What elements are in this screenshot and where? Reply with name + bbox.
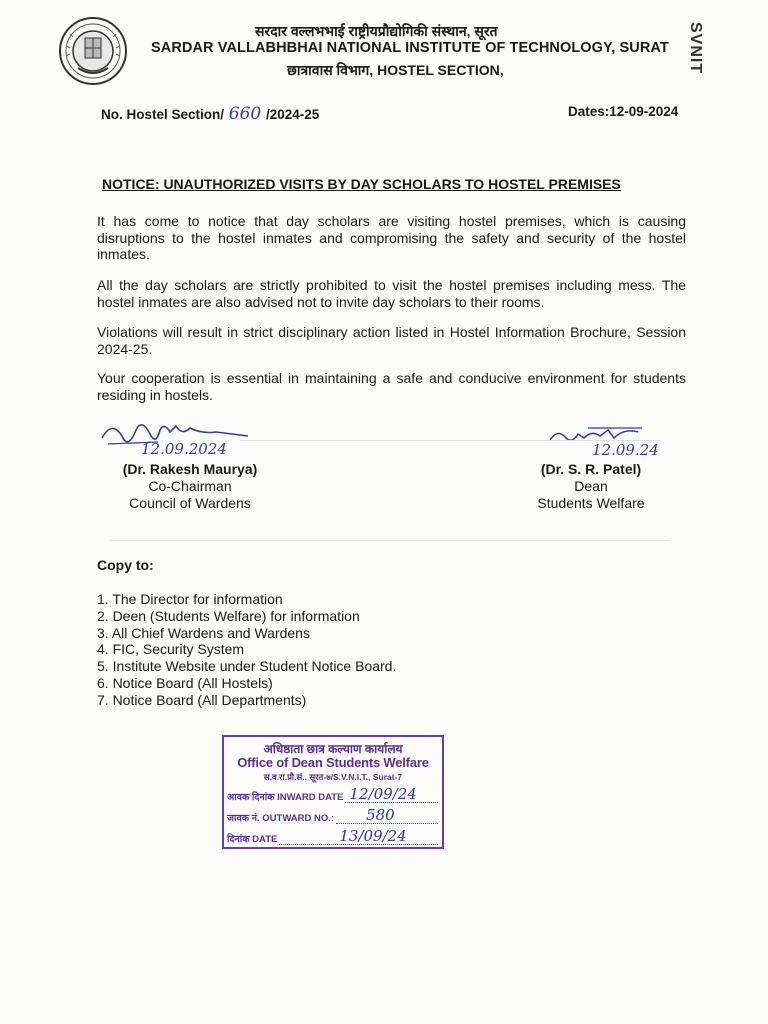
copy-to-heading: Copy to: [97, 557, 154, 573]
reference-number [101, 104, 319, 124]
stamp-inward-row [227, 785, 438, 803]
signatory-name: (Dr. S. R. Patel) [540, 461, 642, 477]
signatory-designation: Co-Chairman [148, 478, 232, 494]
stamp-outward-value: 580 [366, 806, 395, 824]
stamp-title: Office of Dean Students Welfare [237, 755, 429, 770]
stamp-date-label: दिनांक DATE [227, 834, 278, 845]
office-stamp [222, 735, 444, 849]
notice-paragraph: It has come to notice that day scholars are visiting hostel premises, which is causing disruptions to the hostel inmates and compromising the safety and security of the hostel inmates. [97, 213, 686, 262]
stamp-inward-value: 12/09/24 [349, 785, 417, 803]
copy-to-list [97, 591, 396, 709]
reference-suffix: /2024-25 [262, 107, 320, 122]
stamp-outward-row [227, 806, 438, 824]
stamp-hindi-title: अधिष्ठाता छात्र कल्याण कार्यालय [263, 742, 403, 756]
section-name: छात्रावास विभाग, HOSTEL SECTION, [287, 62, 504, 78]
notice-paragraph: Violations will result in strict disciplinary action listed in Hostel Information Brochure, Session 2024-25. [97, 324, 686, 357]
reference-prefix: No. Hostel Section/ [101, 107, 228, 122]
list-item: 5. Institute Website under Student Notice Board. [97, 658, 397, 675]
list-item: 1. The Director for information [97, 591, 283, 607]
stamp-outward-label: जावक नं. OUTWARD NO.: [227, 813, 335, 824]
handwritten-reference-number: 660 [228, 104, 262, 124]
stamp-address: स.व.रा.प्रौ.सं., सूरत-७/S.V.N.I.T., Surat-7 [263, 772, 403, 782]
list-item: 3. All Chief Wardens and Wardens [97, 624, 310, 641]
signatory-body: Council of Wardens [129, 495, 251, 511]
list-item: 7. Notice Board (All Departments) [97, 691, 307, 708]
institute-logo [58, 16, 128, 86]
stamp-date-value: 13/09/24 [339, 827, 407, 845]
stamp-date-row [227, 827, 438, 845]
issue-date: Dates:12-09-2024 [568, 104, 679, 119]
signatory-designation: Dean [574, 478, 608, 494]
notice-paragraph: Your cooperation is essential in maintaining a safe and conducive environment for students residing in hostels. [97, 370, 686, 403]
side-code: SVNIT [687, 22, 704, 75]
institute-name-hindi: सरदार वल्लभभाई राष्ट्रीयप्रौद्योगिकी संस्थान, सूरत [255, 23, 498, 39]
notice-paragraph: All the day scholars are strictly prohibited to visit the hostel premises including mess. The hostel inmates are also advised not to invite day scholars to their rooms. [97, 277, 686, 310]
bleed-through-shadow [110, 540, 670, 541]
list-item: 6. Notice Board (All Hostels) [97, 674, 273, 691]
signature-date-right: 12.09.24 [592, 441, 659, 459]
signatory-name: (Dr. Rakesh Maurya) [122, 461, 258, 477]
bleed-through-shadow [240, 440, 660, 441]
signatory-left [110, 461, 270, 512]
list-item: 2. Deen (Students Welfare) for information [97, 607, 360, 624]
notice-title: NOTICE: UNAUTHORIZED VISITS BY DAY SCHOLARS TO HOSTEL PREMISES [102, 176, 621, 192]
institute-name: SARDAR VALLABHBHAI NATIONAL INSTITUTE OF TECHNOLOGY, SURAT [151, 40, 669, 56]
signatory-right [520, 461, 662, 512]
list-item: 4. FIC, Security System [97, 641, 245, 658]
signature-date-left: 12.09.2024 [141, 440, 227, 458]
stamp-inward-label: आवक दिनांक INWARD DATE [227, 792, 344, 803]
signatory-body: Students Welfare [537, 495, 645, 511]
